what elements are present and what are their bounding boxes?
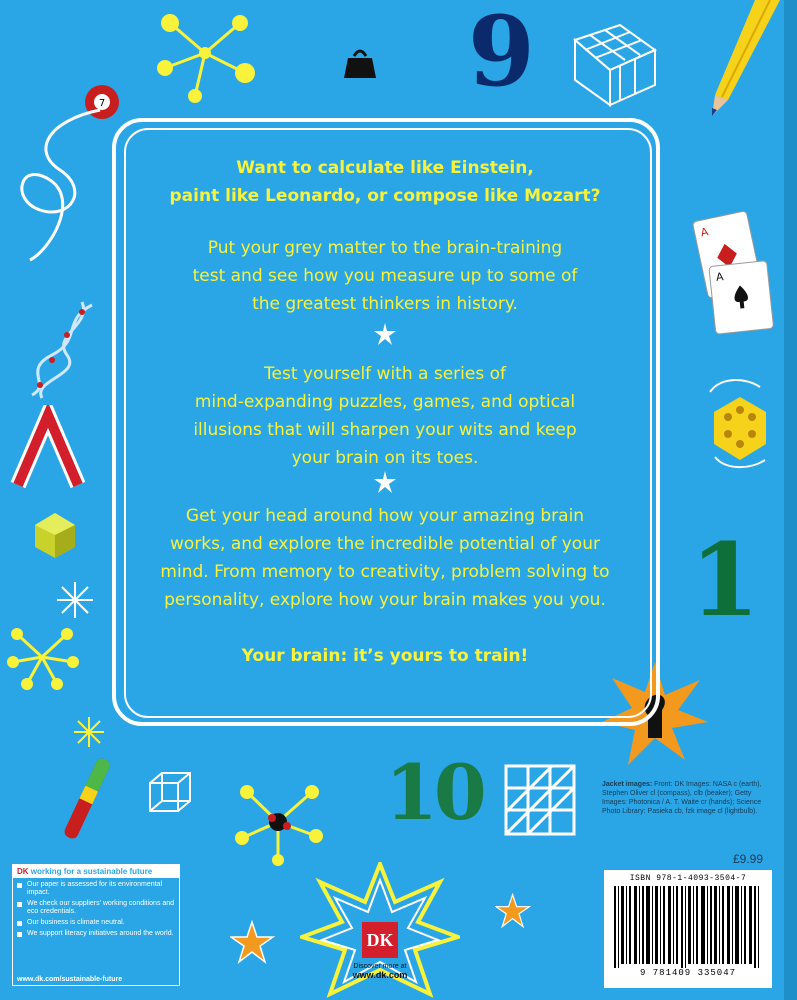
- sustainability-url[interactable]: www.dk.com/sustainable-future: [17, 976, 123, 983]
- sustainability-item: Our paper is assessed for its environmental impact.: [17, 881, 175, 897]
- sustainability-header: [13, 865, 179, 878]
- paragraph-2-line-1: Test yourself with a series of: [264, 364, 506, 384]
- paragraph-1-line-1: Put your grey matter to the brain-training: [207, 238, 563, 258]
- credits-label: Jacket images:: [602, 781, 653, 788]
- sustainability-dk-mark: DK: [17, 867, 29, 876]
- divider-star-icon-2: [373, 470, 397, 494]
- number-ten-doodle: 10: [385, 748, 483, 837]
- sparkle-doodle-left: [55, 580, 95, 620]
- divider-star-icon-1: [373, 322, 397, 346]
- paragraph-3-line-1: Get your head around how your amazing brain: [185, 506, 585, 526]
- paragraph-3-line-2: works, and explore the incredible potential of your: [170, 534, 600, 554]
- headline-line-2: paint like Leonardo, or compose like Mozart?: [169, 186, 601, 206]
- pool-ball-number: 7: [98, 98, 106, 109]
- publisher-tagline-text: Discover more at: [353, 963, 407, 970]
- molecule-doodle-top: [150, 8, 260, 103]
- svg-text:A: A: [699, 225, 710, 240]
- isbn-text: ISBN 978-1-4093-3504-7: [629, 874, 747, 883]
- wire-cube-doodle: [145, 768, 195, 818]
- paragraph-3-line-4: personality, explore how your brain makes you you.: [164, 590, 606, 610]
- grid-puzzle-doodle: [500, 760, 580, 840]
- blurb-paragraph-2: [140, 360, 630, 472]
- scribble-loop-doodle: [10, 100, 120, 270]
- book-spine-edge: [784, 0, 797, 1000]
- publisher-tagline: [345, 962, 415, 980]
- caret-symbol-doodle: [10, 405, 85, 495]
- dk-logo: DK: [362, 922, 398, 958]
- barcode-digits: 9 781409 335047: [639, 968, 736, 978]
- jacket-image-credits: [602, 780, 768, 816]
- paragraph-1-line-3: the greatest thinkers in history.: [252, 294, 518, 314]
- sustainability-panel: [12, 864, 180, 986]
- paragraph-2-line-4: your brain on its toes.: [291, 448, 479, 468]
- barcode-bars: [610, 886, 764, 968]
- sustainability-header-text: working for a sustainable future: [30, 867, 153, 876]
- sustainability-item: We support literacy initiatives around the world.: [17, 930, 175, 938]
- publisher-url[interactable]: www.dk.com: [352, 970, 408, 980]
- playing-cards-icon: [690, 205, 785, 335]
- blurb-paragraph-1: [140, 234, 630, 318]
- dice-icon: [700, 372, 780, 472]
- orange-star-doodle-left: [230, 920, 275, 965]
- flower-molecule-doodle: [5, 622, 80, 692]
- credits-text: Front: DK Images: NASA c (earth), Stephen Oliver cl (compass), clb (beaker); Getty Images: Photonica / A. T. Waite cr (hands); Science Photo Library: Pasieka cb, fzk image cl (lightbulb).: [602, 781, 762, 815]
- paragraph-3-line-3: mind. From memory to creativity, problem solving to: [160, 562, 610, 582]
- polyhedron-icon: [30, 510, 80, 560]
- paragraph-2-line-3: illusions that will sharpen your wits and keep: [193, 420, 577, 440]
- blurb-paragraph-3: [140, 502, 630, 614]
- number-nine-doodle: 9: [468, 0, 535, 108]
- sustainability-list: [13, 881, 179, 938]
- cube-grid-doodle: [560, 10, 670, 110]
- sustainability-item: Our business is climate neutral.: [17, 919, 175, 927]
- isbn-barcode: [604, 870, 772, 988]
- weight-icon: [340, 42, 380, 82]
- paragraph-1-line-2: test and see how you measure up to some of: [192, 266, 578, 286]
- price-label: £9.99: [733, 852, 764, 866]
- sustainability-item: We check our suppliers’ working conditions and eco credentials.: [17, 900, 175, 916]
- atom-model-doodle: [232, 778, 324, 866]
- blurb-headline: [140, 154, 630, 210]
- light-stick-icon: [58, 752, 118, 847]
- blurb-tagline: Your brain: it’s yours to train!: [241, 646, 529, 666]
- paragraph-2-line-2: mind-expanding puzzles, games, and optical: [194, 392, 576, 412]
- number-one-doodle: 1: [690, 521, 760, 639]
- headline-line-1: Want to calculate like Einstein,: [236, 158, 534, 178]
- dna-helix-doodle: [22, 300, 102, 400]
- sparkle-doodle-lower: [72, 715, 106, 749]
- svg-text:A: A: [715, 270, 725, 284]
- pencil-icon: [700, 0, 790, 120]
- orange-star-doodle-right: [495, 893, 531, 929]
